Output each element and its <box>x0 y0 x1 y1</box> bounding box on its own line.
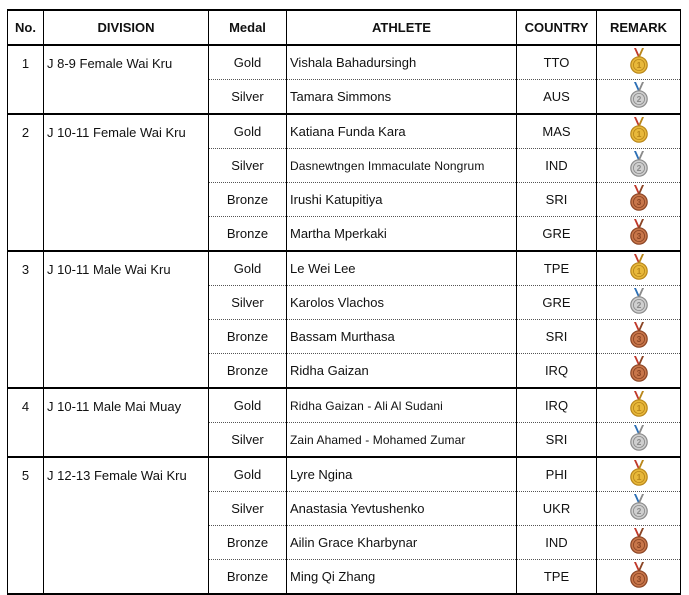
country-code: SRI <box>517 183 597 217</box>
table-row <box>8 388 681 423</box>
silver-medal-icon <box>629 288 649 317</box>
medal-type: Gold <box>209 45 287 80</box>
division-name: J 10-11 Female Wai Kru <box>44 114 209 251</box>
bronze-medal-icon <box>629 322 649 351</box>
svg-text:1: 1 <box>636 403 641 414</box>
silver-medal-icon <box>629 151 649 180</box>
medal-type: Silver <box>209 149 287 183</box>
medal-type: Gold <box>209 388 287 423</box>
results-table-container <box>7 9 681 595</box>
row-number: 3 <box>8 251 44 388</box>
row-number: 1 <box>8 45 44 114</box>
country-code: IRQ <box>517 354 597 389</box>
remark-cell <box>597 526 681 560</box>
row-number: 2 <box>8 114 44 251</box>
athlete-name: Irushi Katupitiya <box>287 183 517 217</box>
header-country: COUNTRY <box>517 10 597 45</box>
bronze-medal-icon <box>629 219 649 248</box>
svg-text:1: 1 <box>636 472 641 483</box>
country-code: GRE <box>517 217 597 252</box>
header-athlete: ATHLETE <box>287 10 517 45</box>
country-code: IRQ <box>517 388 597 423</box>
athlete-name: Anastasia Yevtushenko <box>287 492 517 526</box>
remark-cell <box>597 217 681 252</box>
header-division: DIVISION <box>44 10 209 45</box>
country-code: TPE <box>517 251 597 286</box>
bronze-medal-icon <box>629 185 649 214</box>
table-row <box>8 457 681 492</box>
svg-text:3: 3 <box>636 540 641 551</box>
svg-text:2: 2 <box>636 437 641 448</box>
remark-cell <box>597 388 681 423</box>
medal-type: Bronze <box>209 354 287 389</box>
svg-text:2: 2 <box>636 94 641 105</box>
header-medal: Medal <box>209 10 287 45</box>
medal-type: Bronze <box>209 320 287 354</box>
country-code: TTO <box>517 45 597 80</box>
svg-text:2: 2 <box>636 300 641 311</box>
athlete-name: Ailin Grace Kharbynar <box>287 526 517 560</box>
medal-type: Bronze <box>209 183 287 217</box>
division-name: J 10-11 Male Wai Kru <box>44 251 209 388</box>
athlete-name: Tamara Simmons <box>287 80 517 115</box>
athlete-name: Ridha Gaizan - Ali Al Sudani <box>287 388 517 423</box>
country-code: GRE <box>517 286 597 320</box>
division-name: J 8-9 Female Wai Kru <box>44 45 209 114</box>
country-code: IND <box>517 149 597 183</box>
header-remark: REMARK <box>597 10 681 45</box>
remark-cell <box>597 354 681 389</box>
country-code: PHI <box>517 457 597 492</box>
athlete-name: Bassam Murthasa <box>287 320 517 354</box>
gold-medal-icon <box>629 48 649 77</box>
svg-text:2: 2 <box>636 506 641 517</box>
medal-type: Bronze <box>209 526 287 560</box>
country-code: TPE <box>517 560 597 595</box>
remark-cell <box>597 251 681 286</box>
svg-text:1: 1 <box>636 60 641 71</box>
gold-medal-icon <box>629 391 649 420</box>
table-row <box>8 251 681 286</box>
medal-type: Silver <box>209 286 287 320</box>
svg-text:3: 3 <box>636 231 641 242</box>
country-code: IND <box>517 526 597 560</box>
table-header-row <box>8 10 681 45</box>
medal-type: Gold <box>209 457 287 492</box>
athlete-name: Zain Ahamed - Mohamed Zumar <box>287 423 517 458</box>
division-name: J 12-13 Female Wai Kru <box>44 457 209 594</box>
remark-cell <box>597 80 681 115</box>
remark-cell <box>597 423 681 458</box>
gold-medal-icon <box>629 117 649 146</box>
medal-type: Silver <box>209 423 287 458</box>
svg-text:1: 1 <box>636 266 641 277</box>
country-code: SRI <box>517 320 597 354</box>
svg-text:3: 3 <box>636 334 641 345</box>
medal-type: Silver <box>209 80 287 115</box>
athlete-name: Karolos Vlachos <box>287 286 517 320</box>
remark-cell <box>597 457 681 492</box>
athlete-name: Ridha Gaizan <box>287 354 517 389</box>
table-row <box>8 45 681 80</box>
silver-medal-icon <box>629 82 649 111</box>
medal-type: Bronze <box>209 560 287 595</box>
remark-cell <box>597 492 681 526</box>
bronze-medal-icon <box>629 562 649 591</box>
gold-medal-icon <box>629 254 649 283</box>
country-code: AUS <box>517 80 597 115</box>
remark-cell <box>597 286 681 320</box>
country-code: MAS <box>517 114 597 149</box>
athlete-name: Vishala Bahadursingh <box>287 45 517 80</box>
svg-text:3: 3 <box>636 197 641 208</box>
silver-medal-icon <box>629 494 649 523</box>
svg-text:3: 3 <box>636 368 641 379</box>
athlete-name: Martha Mperkaki <box>287 217 517 252</box>
remark-cell <box>597 114 681 149</box>
athlete-name: Lyre Ngina <box>287 457 517 492</box>
athlete-name: Dasnewtngen Immaculate Nongrum <box>287 149 517 183</box>
medal-type: Gold <box>209 251 287 286</box>
medal-type: Bronze <box>209 217 287 252</box>
medal-type: Silver <box>209 492 287 526</box>
division-name: J 10-11 Male Mai Muay <box>44 388 209 457</box>
row-number: 5 <box>8 457 44 594</box>
table-body <box>8 45 681 594</box>
header-no: No. <box>8 10 44 45</box>
svg-text:2: 2 <box>636 163 641 174</box>
silver-medal-icon <box>629 425 649 454</box>
table-row <box>8 114 681 149</box>
remark-cell <box>597 45 681 80</box>
row-number: 4 <box>8 388 44 457</box>
remark-cell <box>597 183 681 217</box>
gold-medal-icon <box>629 460 649 489</box>
results-table <box>7 9 681 595</box>
country-code: UKR <box>517 492 597 526</box>
svg-text:3: 3 <box>636 574 641 585</box>
svg-text:1: 1 <box>636 129 641 140</box>
athlete-name: Le Wei Lee <box>287 251 517 286</box>
athlete-name: Ming Qi Zhang <box>287 560 517 595</box>
bronze-medal-icon <box>629 356 649 385</box>
athlete-name: Katiana Funda Kara <box>287 114 517 149</box>
country-code: SRI <box>517 423 597 458</box>
remark-cell <box>597 149 681 183</box>
remark-cell <box>597 560 681 595</box>
bronze-medal-icon <box>629 528 649 557</box>
medal-type: Gold <box>209 114 287 149</box>
remark-cell <box>597 320 681 354</box>
